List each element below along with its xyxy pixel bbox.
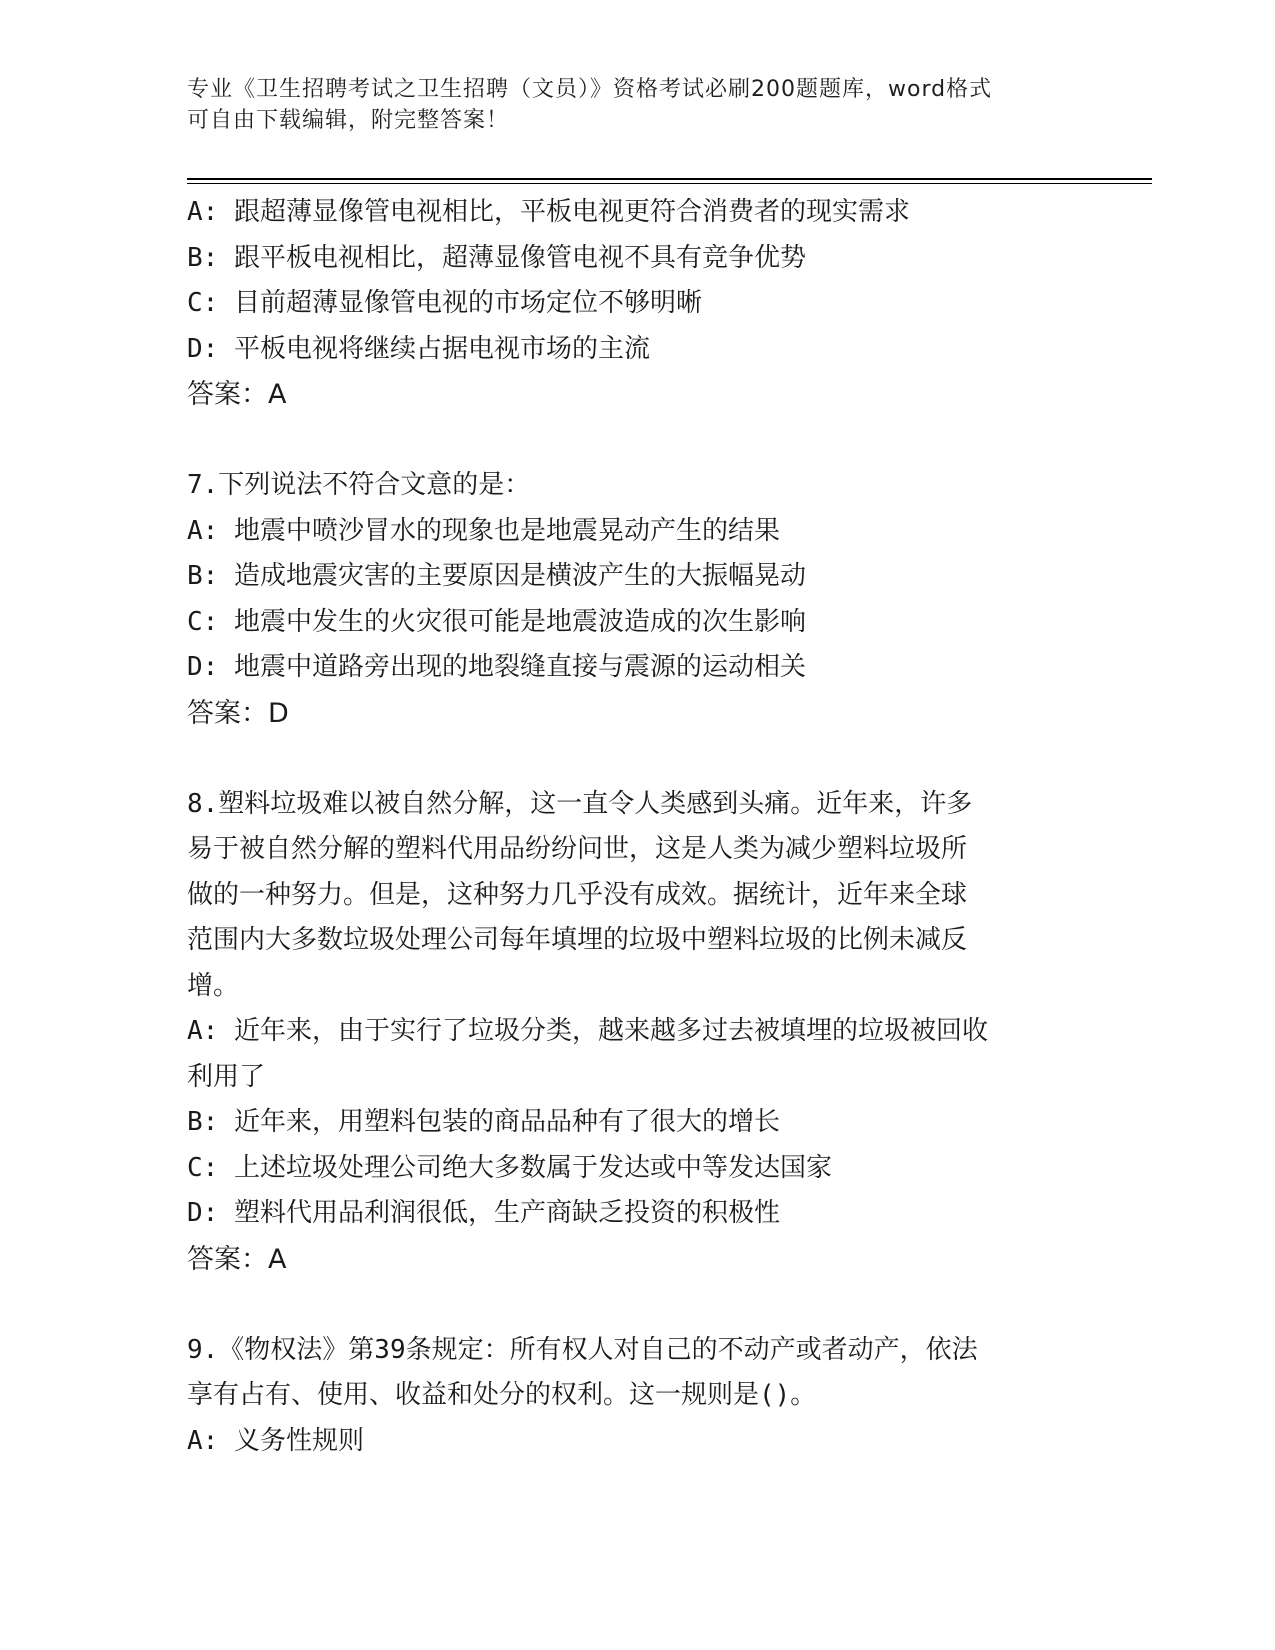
- question-stem-line-2: 享有占有、使用、收益和处分的权利。这一规则是()。: [187, 1380, 817, 1410]
- header-rule-thick: [187, 178, 1152, 180]
- question-stem-line-2: 易于被自然分解的塑料代用品纷纷问世，这是人类为减少塑料垃圾所: [187, 834, 968, 864]
- spacer: [187, 1282, 1087, 1328]
- question-block-9: [187, 1328, 1087, 1465]
- option-d: D: 地震中道路旁出现的地裂缝直接与震源的运动相关: [187, 652, 806, 682]
- question-block-7: [187, 463, 1087, 736]
- option-c: C: 上述垃圾处理公司绝大多数属于发达或中等发达国家: [187, 1152, 832, 1183]
- question-block-6: [187, 190, 1087, 418]
- document-header: [187, 74, 1067, 136]
- option-a: A: 义务性规则: [187, 1425, 364, 1456]
- answer-line: 答案：D: [187, 697, 289, 729]
- option-d: D: 平板电视将继续占据电视市场的主流: [187, 333, 650, 364]
- option-b: B: 跟平板电视相比，超薄显像管电视不具有竞争优势: [187, 242, 806, 273]
- question-stem-line-1: 9.《物权法》第39条规定：所有权人对自己的不动产或者动产，依法: [187, 1334, 978, 1365]
- header-line-2: 可自由下载编辑，附完整答案！: [187, 108, 510, 133]
- question-block-8: [187, 782, 1087, 1283]
- question-stem-line-1: 8.塑料垃圾难以被自然分解，这一直令人类感到头痛。近年来，许多: [187, 788, 973, 819]
- option-a: A: 近年来，由于实行了垃圾分类，越来越多过去被填埋的垃圾被回收: [187, 1016, 988, 1046]
- question-content: [187, 190, 1087, 1464]
- option-c: C: 地震中发生的火灾很可能是地震波造成的次生影响: [187, 606, 806, 637]
- option-d: D: 塑料代用品利润很低，生产商缺乏投资的积极性: [187, 1198, 780, 1228]
- question-stem: 7.下列说法不符合文意的是：: [187, 470, 531, 500]
- spacer: [187, 736, 1087, 782]
- question-stem-line-5: 增。: [187, 970, 240, 1001]
- option-b: B: 造成地震灾害的主要原因是横波产生的大振幅晃动: [187, 561, 806, 591]
- option-a: A: 地震中喷沙冒水的现象也是地震晃动产生的结果: [187, 515, 780, 546]
- option-a: A: 跟超薄显像管电视相比，平板电视更符合消费者的现实需求: [187, 197, 910, 227]
- option-b: B: 近年来，用塑料包装的商品品种有了很大的增长: [187, 1107, 780, 1137]
- question-stem-line-3: 做的一种努力。但是，这种努力几乎没有成效。据统计，近年来全球: [187, 879, 968, 910]
- header-line-1: 专业《卫生招聘考试之卫生招聘（文员）》资格考试必刷200题题库，word格式: [187, 77, 993, 102]
- option-a-continued: 利用了: [187, 1061, 266, 1092]
- question-stem-line-4: 范围内大多数垃圾处理公司每年填埋的垃圾中塑料垃圾的比例未减反: [187, 925, 968, 955]
- option-c: C: 目前超薄显像管电视的市场定位不够明晰: [187, 288, 702, 318]
- answer-line: 答案：A: [187, 379, 287, 410]
- header-rule-thin: [187, 183, 1152, 184]
- answer-line: 答案：A: [187, 1243, 287, 1275]
- spacer: [187, 418, 1087, 464]
